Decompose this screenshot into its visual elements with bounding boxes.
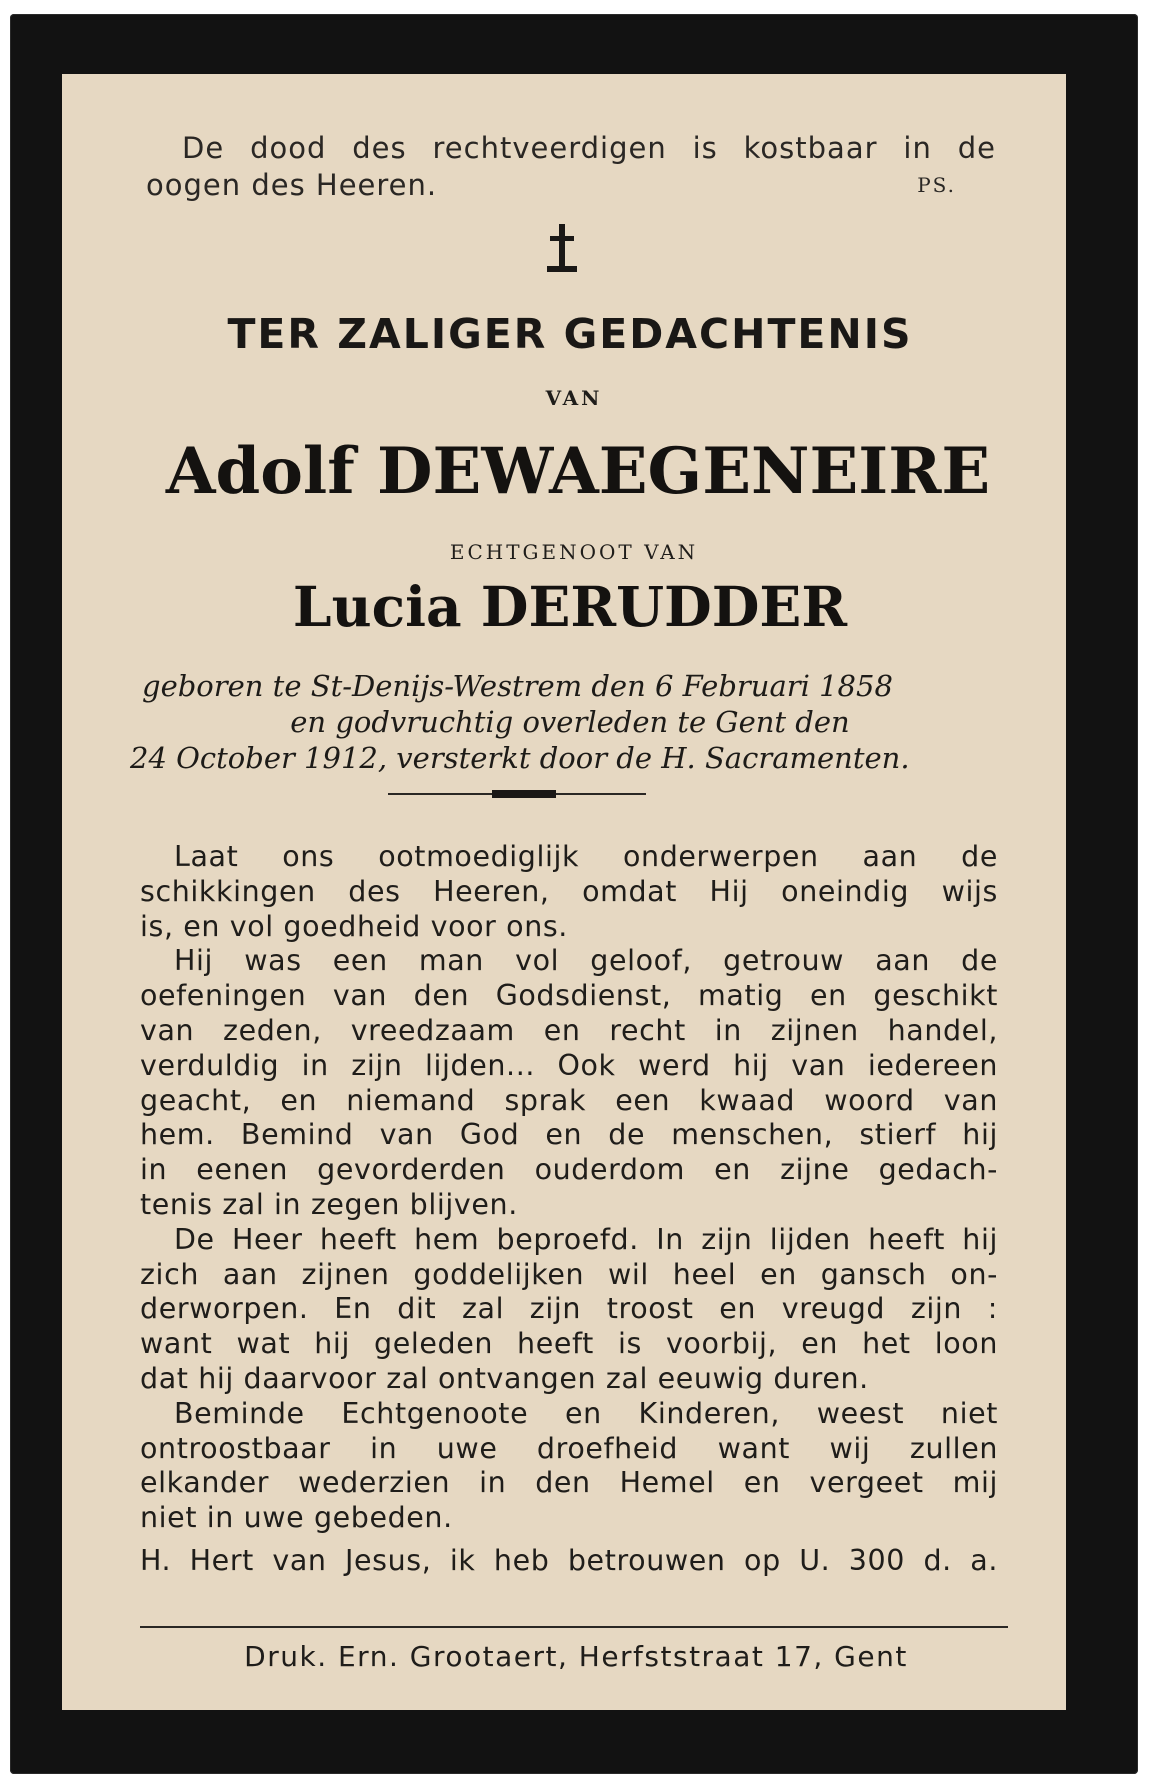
death-date-line: 24 October 1912, versterkt door de H. Sacramenten. [130,741,910,775]
text-line: elkander wederzien in den Hemel en vergeet mij [140,1466,998,1500]
text-line: Laat ons ootmoediglijk onderwerpen aan de [174,840,998,873]
text-line: De Heer heeft hem beproefd. In zijn lijden heeft hij [174,1222,998,1256]
deceased-name: Adolf DEWAEGENEIRE [165,434,991,509]
text-line: geacht, en niemand sprak een kwaad woord van [140,1083,998,1117]
printer-credit: Druk. Ern. Grootaert, Herfststraat 17, Gent [244,1640,908,1673]
text-line: ontroostbaar in uwe droefheid want wij zullen [140,1431,998,1465]
text-line: derworpen. En dit zal zijn troost en vreugd zijn : [140,1292,998,1326]
footer-rule [140,1626,1008,1628]
death-line: en godvruchtig overleden te Gent den [290,705,850,739]
text-line: want wat hij geleden heeft is voorbij, en het loon [140,1327,998,1361]
text-line: tenis zal in zegen blijven. [140,1187,518,1221]
text-line: in eenen gevorderden ouderdom en zijne gedach- [140,1153,998,1187]
memorial-heading: TER ZALIGER GEDACHTENIS [227,310,913,358]
text-line: oefeningen van den Godsdienst, matig en geschikt [140,979,998,1013]
text-line: Hij was een man vol geloof, getrouw aan de [174,944,998,978]
prayer-line: H. Hert van Jesus, ik heb betrouwen op U. 300 d. a. [140,1543,998,1577]
van-label: VAN [545,386,603,410]
text-line: Beminde Echtgenoote en Kinderen, weest niet [174,1396,998,1430]
text-line: is, en vol goedheid voor ons. [140,909,568,943]
text-line: verduldig in zijn lijden... Ook werd hij van iedereen [140,1048,998,1082]
epigraph-source: PS. [917,173,956,197]
text-line: schikkingen des Heeren, omdat Hij oneindig wijs [140,874,998,908]
latin-cross-icon [542,222,582,278]
memorial-text [140,840,998,1579]
spouse-name: Lucia DERUDDER [292,574,848,639]
text-line: hem. Bemind van God en de menschen, stierf hij [140,1118,998,1152]
text-line: niet in uwe gebeden. [140,1501,453,1535]
divider-bar [492,790,556,798]
epigraph [146,130,996,204]
epigraph-line-2-row [146,167,996,204]
epigraph-line-1: De dood des rechtveerdigen is kostbaar in de [182,131,996,165]
memorial-card [10,14,1138,1774]
epigraph-line-2: oogen des Heeren. [146,168,438,202]
spouse-intro: ECHTGENOOT VAN [449,540,699,564]
birth-line: geboren te St-Denijs-Westrem den 6 Februari 1858 [142,669,893,703]
ornamental-divider [388,790,646,798]
birth-death-info [130,668,1010,776]
text-line: van zeden, vreedzaam en recht in zijnen handel, [140,1013,998,1047]
text-line: zich aan zijnen goddelijken wil heel en gansch on- [140,1257,998,1291]
text-line: dat hij daarvoor zal ontvangen zal eeuwig duren. [140,1361,869,1395]
card-paper [62,74,1066,1710]
